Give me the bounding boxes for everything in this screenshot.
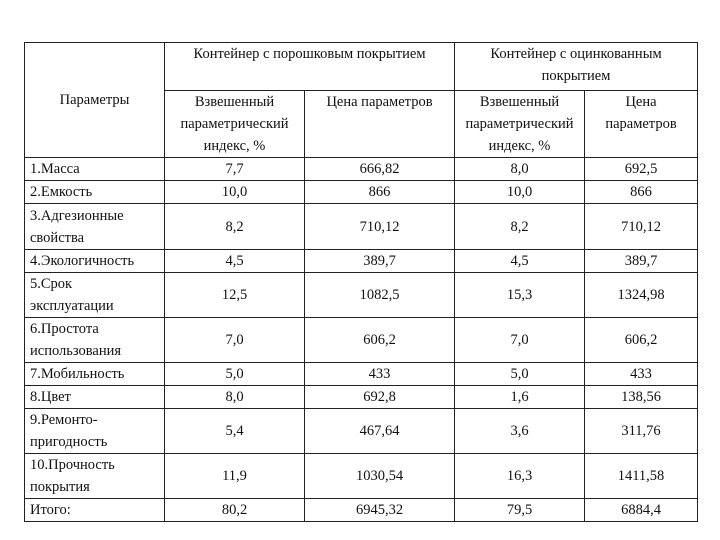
index-zinc-value: 5,0	[455, 363, 585, 386]
index-powder-value: 7,7	[165, 158, 305, 181]
price-zinc-value: 1324,98	[585, 273, 698, 318]
price-zinc-value: 433	[585, 363, 698, 386]
price-zinc-value: 866	[585, 181, 698, 204]
param-name: 4.Экологичность	[25, 250, 165, 273]
table-row	[25, 250, 698, 273]
header-row-groups	[25, 43, 698, 91]
index-zinc-value: 8,0	[455, 158, 585, 181]
index-zinc-value: 4,5	[455, 250, 585, 273]
total-price-zinc: 6884,4	[585, 499, 698, 522]
index-zinc-value: 16,3	[455, 454, 585, 499]
index-powder-value: 7,0	[165, 318, 305, 363]
table-row	[25, 273, 698, 318]
param-name: 7.Мобильность	[25, 363, 165, 386]
col-price-powder: Цена параметров	[305, 91, 455, 158]
total-price-powder: 6945,32	[305, 499, 455, 522]
index-powder-value: 11,9	[165, 454, 305, 499]
table-row	[25, 318, 698, 363]
col-index-zinc: Взвешенный параметрический индекс, %	[455, 91, 585, 158]
index-powder-value: 8,2	[165, 204, 305, 250]
price-zinc-value: 138,56	[585, 386, 698, 409]
index-zinc-value: 8,2	[455, 204, 585, 250]
price-powder-value: 1030,54	[305, 454, 455, 499]
index-zinc-value: 3,6	[455, 409, 585, 454]
price-zinc-value: 692,5	[585, 158, 698, 181]
table-row	[25, 158, 698, 181]
table-row	[25, 181, 698, 204]
price-powder-value: 389,7	[305, 250, 455, 273]
comparison-table	[24, 42, 698, 522]
total-row	[25, 499, 698, 522]
col-index-powder: Взвешенный параметрический индекс, %	[165, 91, 305, 158]
price-powder-value: 606,2	[305, 318, 455, 363]
index-powder-value: 8,0	[165, 386, 305, 409]
price-powder-value: 1082,5	[305, 273, 455, 318]
price-powder-value: 433	[305, 363, 455, 386]
table-row	[25, 204, 698, 250]
param-name: 2.Емкость	[25, 181, 165, 204]
price-powder-value: 710,12	[305, 204, 455, 250]
index-zinc-value: 7,0	[455, 318, 585, 363]
param-name: 1.Масса	[25, 158, 165, 181]
table-row	[25, 454, 698, 499]
group-header-zinc: Контейнер с оцинкованным покрытием	[455, 43, 698, 91]
index-powder-value: 10,0	[165, 181, 305, 204]
col-price-zinc: Цена параметров	[585, 91, 698, 158]
param-name: 6.Простота использования	[25, 318, 165, 363]
price-zinc-value: 606,2	[585, 318, 698, 363]
param-name: 10.Прочность покрытия	[25, 454, 165, 499]
total-label: Итого:	[25, 499, 165, 522]
index-zinc-value: 1,6	[455, 386, 585, 409]
index-powder-value: 5,0	[165, 363, 305, 386]
price-zinc-value: 1411,58	[585, 454, 698, 499]
index-powder-value: 4,5	[165, 250, 305, 273]
parameters-header: Параметры	[25, 43, 165, 158]
table-row	[25, 409, 698, 454]
table-row	[25, 386, 698, 409]
price-powder-value: 866	[305, 181, 455, 204]
price-powder-value: 467,64	[305, 409, 455, 454]
index-zinc-value: 10,0	[455, 181, 585, 204]
price-zinc-value: 389,7	[585, 250, 698, 273]
price-powder-value: 666,82	[305, 158, 455, 181]
price-zinc-value: 311,76	[585, 409, 698, 454]
index-powder-value: 5,4	[165, 409, 305, 454]
group-header-powder: Контейнер с порошковым покрытием	[165, 43, 455, 91]
table-row	[25, 363, 698, 386]
index-powder-value: 12,5	[165, 273, 305, 318]
param-name: 8.Цвет	[25, 386, 165, 409]
total-index-zinc: 79,5	[455, 499, 585, 522]
price-zinc-value: 710,12	[585, 204, 698, 250]
total-index-powder: 80,2	[165, 499, 305, 522]
param-name: 9.Ремонто- пригодность	[25, 409, 165, 454]
index-zinc-value: 15,3	[455, 273, 585, 318]
param-name: 5.Срок эксплуатации	[25, 273, 165, 318]
param-name: 3.Адгезионные свойства	[25, 204, 165, 250]
price-powder-value: 692,8	[305, 386, 455, 409]
